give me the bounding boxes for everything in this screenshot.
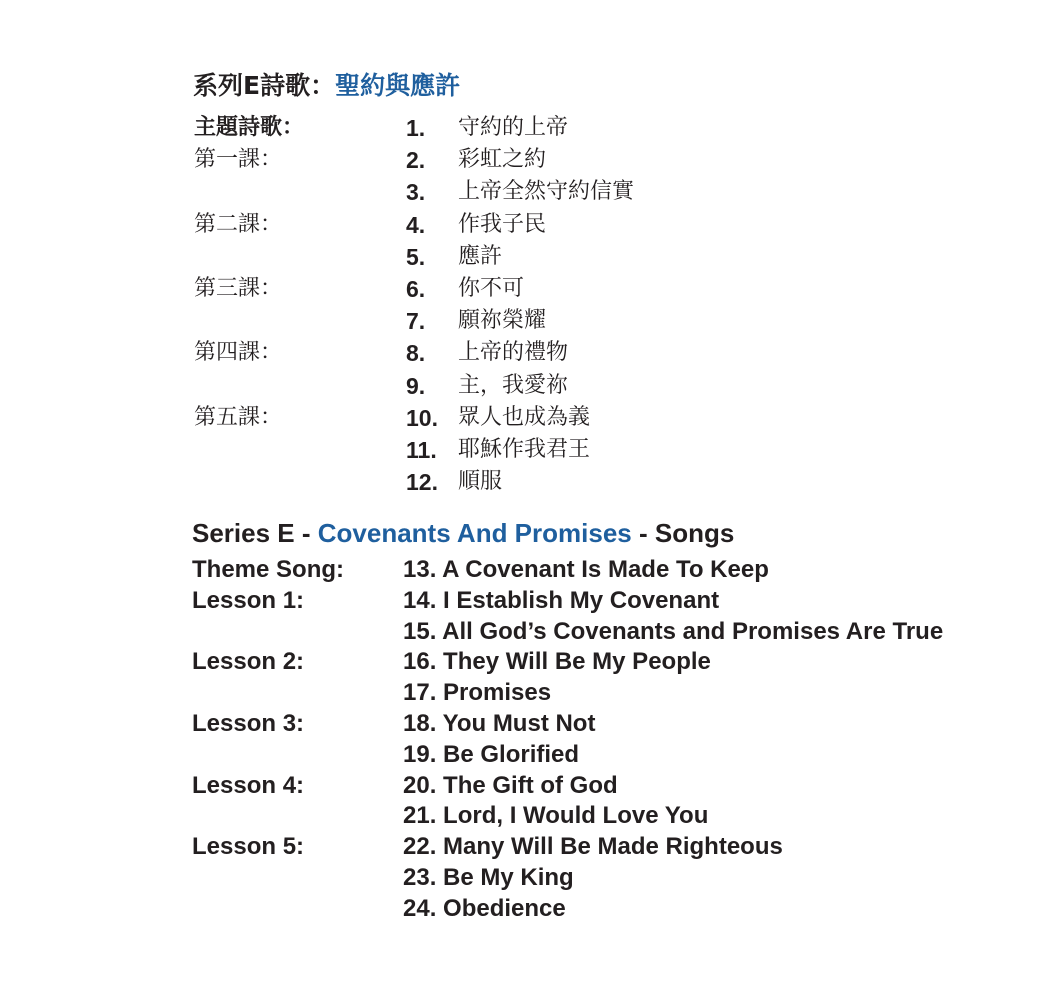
english-title-suffix: - Songs: [631, 518, 735, 548]
lesson-label: Lesson 5:: [192, 833, 305, 861]
song-number: 3.: [406, 179, 426, 206]
list-item: [192, 862, 1042, 893]
lesson-label: 第二課：: [194, 211, 283, 237]
list-item: [192, 554, 1042, 585]
song-title: 21. Lord, I Would Love You: [403, 802, 709, 830]
list-item: [192, 708, 1042, 739]
lesson-label: 第五課：: [194, 404, 283, 430]
song-title: 20. The Gift of God: [403, 771, 618, 799]
song-title: 23. Be My King: [403, 863, 574, 891]
song-title: 上帝的禮物: [458, 340, 569, 366]
lesson-label: 主題詩歌：: [194, 115, 305, 140]
song-number: 6.: [406, 275, 426, 302]
song-number: 5.: [406, 243, 426, 270]
lesson-label: Lesson 2:: [192, 648, 305, 676]
song-title: 19. Be Glorified: [403, 740, 580, 768]
song-title: 16. They Will Be My People: [403, 648, 711, 676]
song-number: 9.: [406, 372, 426, 399]
english-series-title: [192, 516, 734, 550]
list-item: [194, 241, 754, 273]
song-title: 上帝全然守約信實: [458, 179, 635, 205]
song-title: 14. I Establish My Covenant: [403, 586, 720, 614]
list-item: [194, 305, 754, 337]
list-item: [194, 273, 754, 305]
lesson-label: Lesson 3:: [192, 709, 305, 737]
lesson-label: Lesson 1:: [192, 586, 305, 614]
song-title: 作我子民: [458, 211, 547, 237]
song-title: 15. All God’s Covenants and Promises Are True: [403, 617, 944, 645]
song-title: 應許: [458, 243, 503, 269]
lesson-label: Theme Song:: [192, 556, 345, 583]
list-item: [192, 893, 1042, 924]
song-number: 2.: [406, 147, 426, 174]
list-item: [194, 144, 754, 176]
song-title: 守約的上帝: [458, 115, 569, 140]
song-title: 18. You Must Not: [403, 709, 596, 737]
song-title: 耶穌作我君王: [458, 436, 591, 462]
list-item: [194, 176, 754, 208]
list-item: [192, 800, 1042, 831]
lesson-label: 第一課：: [194, 147, 283, 173]
english-title-prefix: Series E -: [192, 518, 318, 548]
list-item: [192, 739, 1042, 770]
list-item: [194, 337, 754, 369]
song-title: 13. A Covenant Is Made To Keep: [403, 556, 769, 583]
song-title: 眾人也成為義: [458, 404, 591, 430]
song-title: 24. Obedience: [403, 894, 566, 922]
list-item: [194, 434, 754, 466]
song-title: 順服: [458, 469, 503, 495]
lesson-label: Lesson 4:: [192, 771, 305, 799]
english-song-list: [192, 554, 1042, 924]
chinese-title-accent: 聖約與應許: [335, 71, 461, 100]
list-item: [194, 370, 754, 402]
list-item: [192, 646, 1042, 677]
list-item: [192, 677, 1042, 708]
song-number: 10.: [406, 404, 438, 431]
list-item: [194, 209, 754, 241]
song-title: 彩虹之約: [458, 147, 547, 173]
song-title: 你不可: [458, 275, 525, 301]
chinese-title-prefix: 系列E詩歌：: [193, 71, 336, 100]
song-title: 主，我愛祢: [458, 372, 569, 398]
list-item: [194, 112, 754, 144]
list-item: [192, 616, 1042, 647]
list-item: [194, 402, 754, 434]
song-number: 11.: [406, 436, 437, 463]
list-item: [192, 831, 1042, 862]
english-title-accent: Covenants And Promises: [317, 518, 632, 548]
list-item: [194, 466, 754, 498]
chinese-series-title: [193, 68, 460, 104]
list-item: [192, 585, 1042, 616]
chinese-song-list: [194, 112, 754, 498]
song-title: 願祢榮耀: [458, 308, 547, 334]
song-number: 4.: [406, 211, 426, 238]
lesson-label: 第四課：: [194, 340, 283, 366]
song-number: 7.: [406, 308, 426, 335]
song-title: 22. Many Will Be Made Righteous: [403, 833, 783, 861]
song-title: 17. Promises: [403, 679, 552, 707]
song-number: 12.: [406, 469, 438, 496]
song-number: 1.: [406, 115, 426, 141]
song-number: 8.: [406, 340, 426, 367]
list-item: [192, 770, 1042, 801]
lesson-label: 第三課：: [194, 275, 283, 301]
